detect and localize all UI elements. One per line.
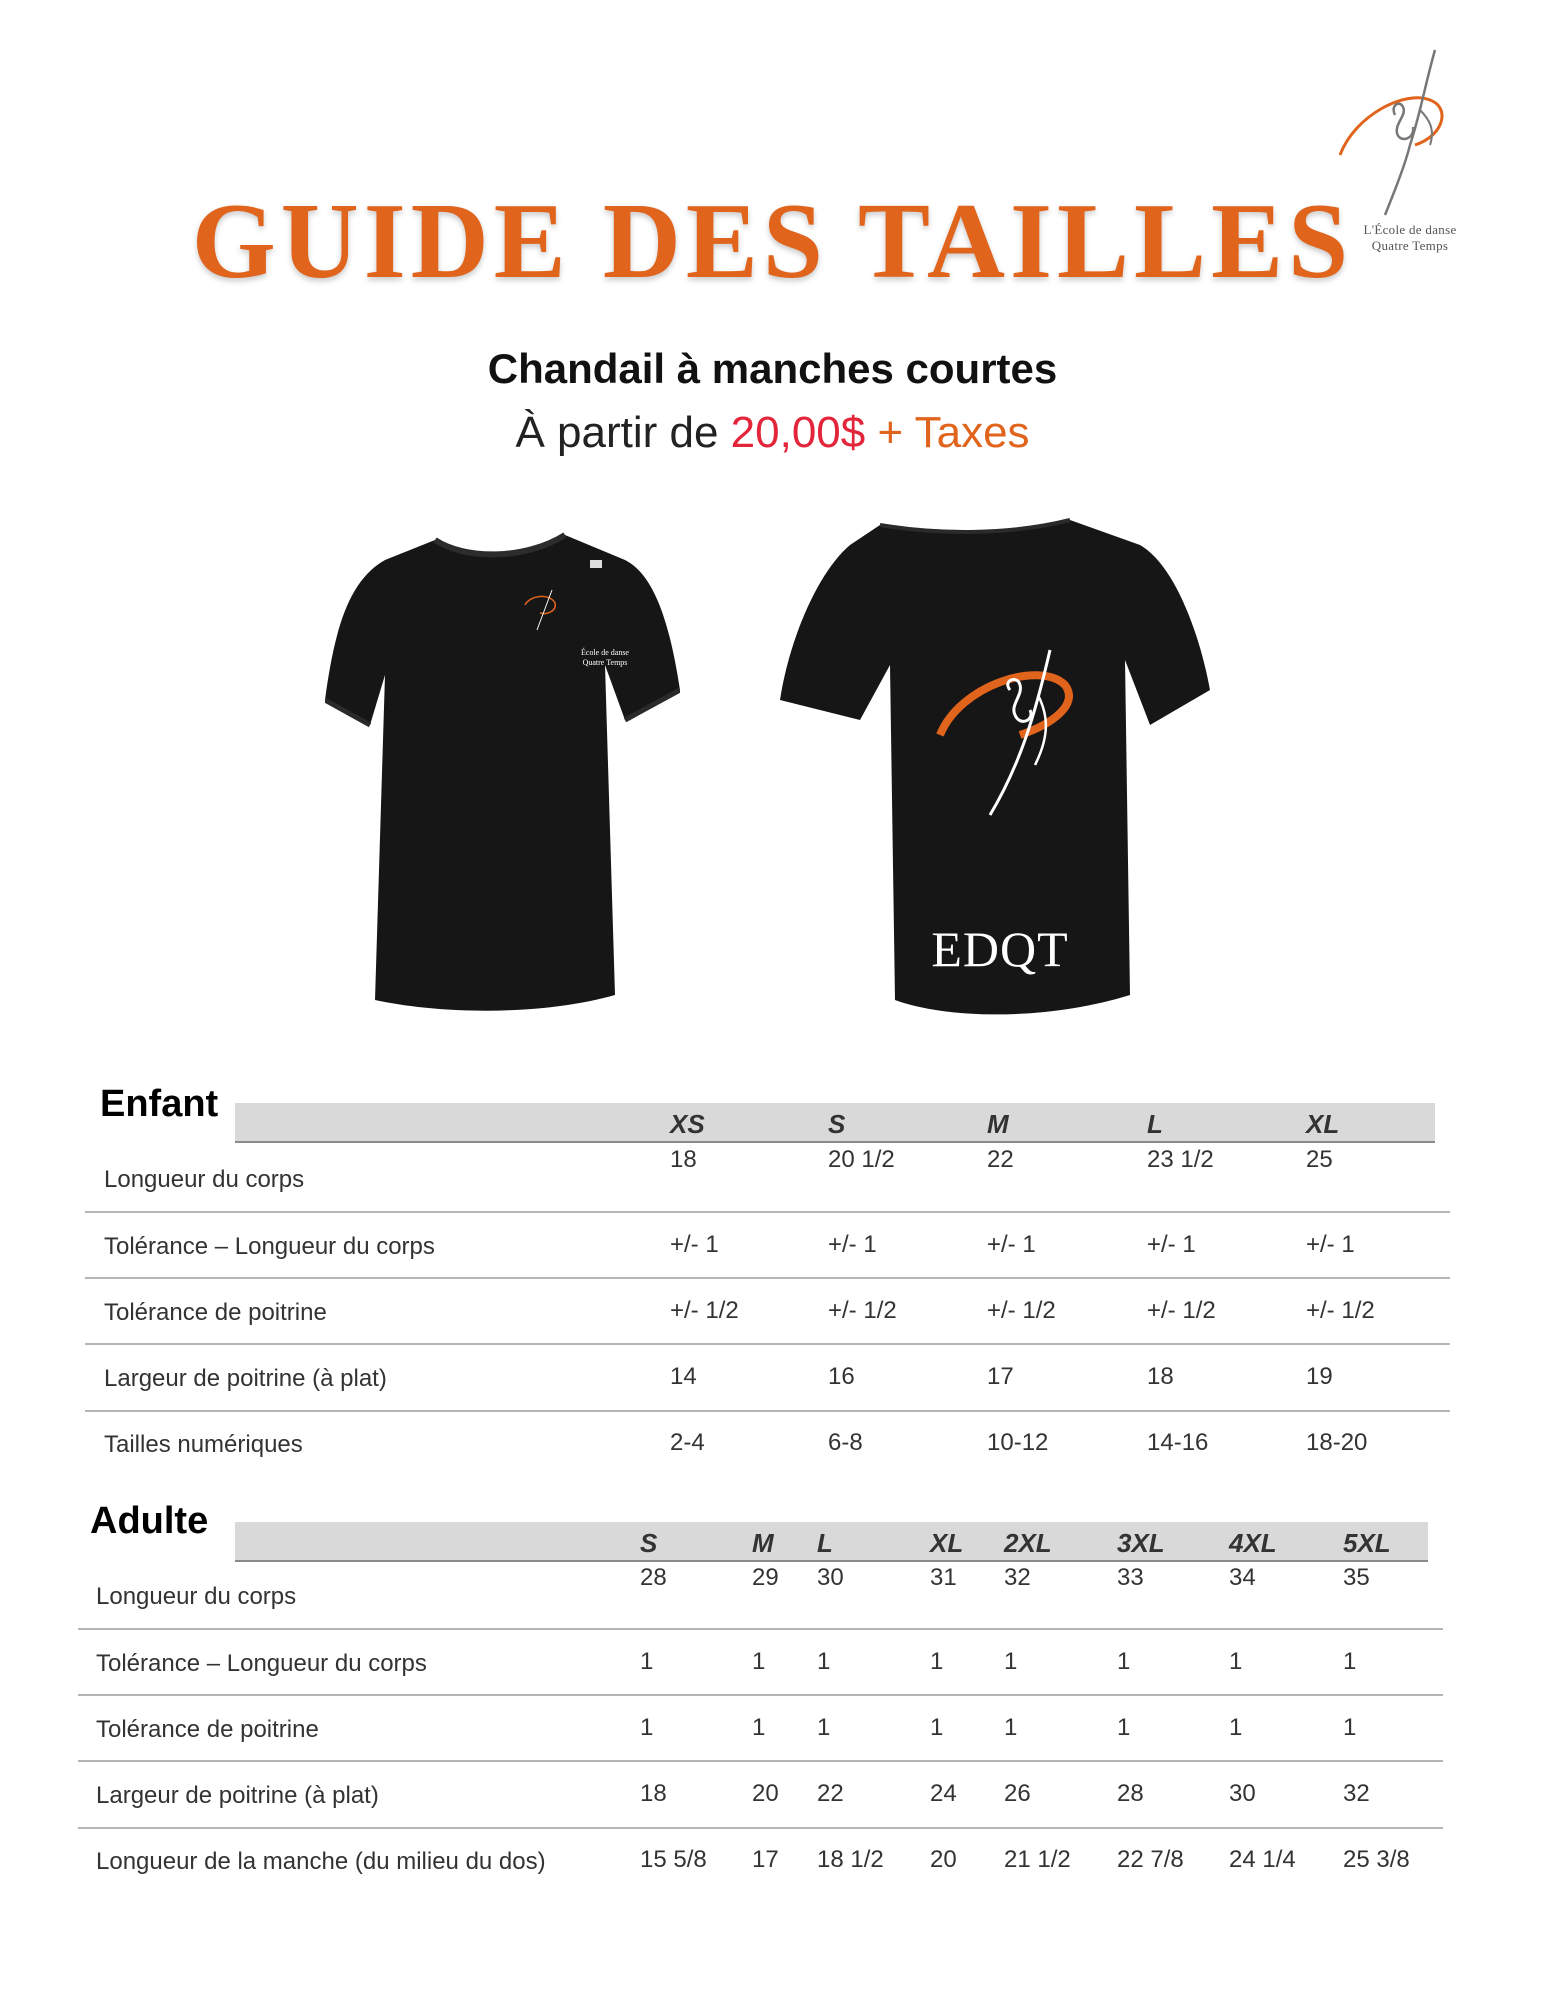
adulte-row-label: Longueur du corps xyxy=(96,1583,297,1610)
enfant-cell: +/- 1/2 xyxy=(1147,1297,1216,1324)
adulte-row-label: Tolérance – Longueur du corps xyxy=(96,1650,427,1677)
adulte-cell: 24 1/4 xyxy=(1229,1846,1296,1873)
adulte-cell: 21 1/2 xyxy=(1004,1846,1071,1873)
chest-print-text xyxy=(555,648,655,668)
enfant-cell: 20 1/2 xyxy=(828,1146,895,1173)
adulte-cell: 1 xyxy=(1117,1714,1131,1741)
adulte-cell: 1 xyxy=(930,1714,944,1741)
enfant-cell: +/- 1 xyxy=(1306,1231,1355,1258)
adulte-size-4xl: 4XL xyxy=(1229,1528,1277,1558)
logo-line1: L'École de danse xyxy=(1363,222,1457,237)
enfant-cell: 14-16 xyxy=(1147,1429,1209,1456)
adulte-cell: 17 xyxy=(752,1846,779,1873)
adulte-cell: 20 xyxy=(752,1780,779,1807)
adulte-size-m: M xyxy=(752,1528,774,1558)
enfant-row-label: Tolérance de poitrine xyxy=(104,1299,327,1326)
enfant-row-label: Tolérance – Longueur du corps xyxy=(104,1233,435,1260)
row-divider xyxy=(78,1760,1443,1762)
adulte-row-label: Longueur de la manche (du milieu du dos) xyxy=(96,1848,546,1875)
adulte-cell: 30 xyxy=(817,1564,844,1591)
tshirt-front-image xyxy=(325,525,680,1015)
adulte-cell: 32 xyxy=(1004,1564,1031,1591)
row-divider xyxy=(78,1628,1443,1630)
adulte-cell: 1 xyxy=(817,1714,831,1741)
adulte-cell: 18 1/2 xyxy=(817,1846,884,1873)
product-name: Chandail à manches courtes xyxy=(487,345,1058,392)
adulte-cell: 1 xyxy=(640,1714,654,1741)
logo-line2: Quatre Temps xyxy=(1371,238,1449,253)
adulte-cell: 35 xyxy=(1343,1564,1370,1591)
enfant-cell: +/- 1/2 xyxy=(828,1297,897,1324)
row-divider xyxy=(85,1277,1450,1279)
price-line xyxy=(0,405,1545,461)
adulte-cell: 32 xyxy=(1343,1780,1370,1807)
enfant-row-label: Tailles numériques xyxy=(104,1431,303,1458)
enfant-row-label: Longueur du corps xyxy=(104,1166,305,1193)
price-suffix: + Taxes xyxy=(877,408,1030,457)
enfant-size-s: S xyxy=(828,1109,846,1139)
enfant-cell: +/- 1/2 xyxy=(670,1297,739,1324)
price-prefix: À partir de xyxy=(515,408,719,457)
row-divider xyxy=(85,1410,1450,1412)
enfant-cell: 18-20 xyxy=(1306,1429,1368,1456)
adulte-row-label: Tolérance de poitrine xyxy=(96,1716,319,1743)
adulte-size-l: L xyxy=(817,1528,833,1558)
enfant-cell: 22 xyxy=(987,1146,1014,1173)
adulte-cell: 1 xyxy=(752,1714,766,1741)
adulte-cell: 28 xyxy=(1117,1780,1144,1807)
adulte-cell: 1 xyxy=(1343,1714,1357,1741)
adulte-cell: 1 xyxy=(1117,1648,1131,1675)
adulte-cell: 15 5/8 xyxy=(640,1846,707,1873)
back-print-text: EDQT xyxy=(931,921,1069,977)
enfant-size-xs: XS xyxy=(670,1109,705,1139)
adulte-cell: 1 xyxy=(640,1648,654,1675)
adulte-cell: 1 xyxy=(752,1648,766,1675)
enfant-cell: +/- 1 xyxy=(987,1231,1036,1258)
enfant-cell: +/- 1 xyxy=(1147,1231,1196,1258)
adulte-cell: 18 xyxy=(640,1780,667,1807)
adulte-cell: 1 xyxy=(1343,1648,1357,1675)
enfant-size-xl: XL xyxy=(1306,1109,1340,1139)
row-divider xyxy=(85,1343,1450,1345)
adulte-section-label: Adulte xyxy=(90,1500,209,1542)
enfant-cell: +/- 1/2 xyxy=(987,1297,1056,1324)
adulte-cell: 30 xyxy=(1229,1780,1256,1807)
adulte-size-5xl: 5XL xyxy=(1343,1528,1391,1558)
enfant-row-label: Largeur de poitrine (à plat) xyxy=(104,1365,387,1392)
adulte-size-s: S xyxy=(640,1528,658,1558)
adulte-cell: 1 xyxy=(1229,1714,1243,1741)
adulte-cell: 28 xyxy=(640,1564,667,1591)
enfant-cell: +/- 1/2 xyxy=(1306,1297,1375,1324)
adulte-cell: 34 xyxy=(1229,1564,1256,1591)
row-divider xyxy=(78,1694,1443,1696)
adulte-cell: 20 xyxy=(930,1846,957,1873)
adulte-cell: 1 xyxy=(930,1648,944,1675)
enfant-cell: 23 1/2 xyxy=(1147,1146,1214,1173)
enfant-cell: 6-8 xyxy=(828,1429,863,1456)
enfant-cell: 16 xyxy=(828,1363,855,1390)
adulte-cell: 1 xyxy=(1004,1648,1018,1675)
chest-print-line1: École de danse xyxy=(581,648,629,657)
adulte-cell: 1 xyxy=(1229,1648,1243,1675)
adulte-cell: 33 xyxy=(1117,1564,1144,1591)
enfant-cell: 19 xyxy=(1306,1363,1333,1390)
enfant-cell: 17 xyxy=(987,1363,1014,1390)
enfant-cell: 25 xyxy=(1306,1146,1333,1173)
enfant-cell: 10-12 xyxy=(987,1429,1049,1456)
row-divider xyxy=(85,1211,1450,1213)
adulte-size-3xl: 3XL xyxy=(1117,1528,1165,1558)
enfant-size-m: M xyxy=(987,1109,1009,1139)
adulte-size-xl: XL xyxy=(930,1528,964,1558)
adulte-cell: 22 7/8 xyxy=(1117,1846,1184,1873)
enfant-section-label: Enfant xyxy=(100,1083,219,1125)
adulte-cell: 25 3/8 xyxy=(1343,1846,1410,1873)
adulte-size-2xl: 2XL xyxy=(1004,1528,1052,1558)
price-value: 20,00$ xyxy=(730,408,866,457)
adulte-cell: 24 xyxy=(930,1780,957,1807)
page-title: GUIDE DES TAILLES xyxy=(191,182,1354,301)
enfant-cell: 14 xyxy=(670,1363,697,1390)
enfant-cell: +/- 1 xyxy=(670,1231,719,1258)
adulte-row-label: Largeur de poitrine (à plat) xyxy=(96,1782,379,1809)
adulte-cell: 31 xyxy=(930,1564,957,1591)
enfant-cell: 18 xyxy=(670,1146,697,1173)
adulte-cell: 26 xyxy=(1004,1780,1031,1807)
enfant-cell: 18 xyxy=(1147,1363,1174,1390)
adulte-cell: 1 xyxy=(1004,1714,1018,1741)
chest-print-line2: Quatre Temps xyxy=(582,658,628,667)
adulte-cell: 1 xyxy=(817,1648,831,1675)
enfant-cell: 2-4 xyxy=(670,1429,705,1456)
adulte-cell: 22 xyxy=(817,1780,844,1807)
enfant-cell: +/- 1 xyxy=(828,1231,877,1258)
enfant-size-l: L xyxy=(1147,1109,1163,1139)
adulte-cell: 29 xyxy=(752,1564,779,1591)
row-divider xyxy=(78,1827,1443,1829)
